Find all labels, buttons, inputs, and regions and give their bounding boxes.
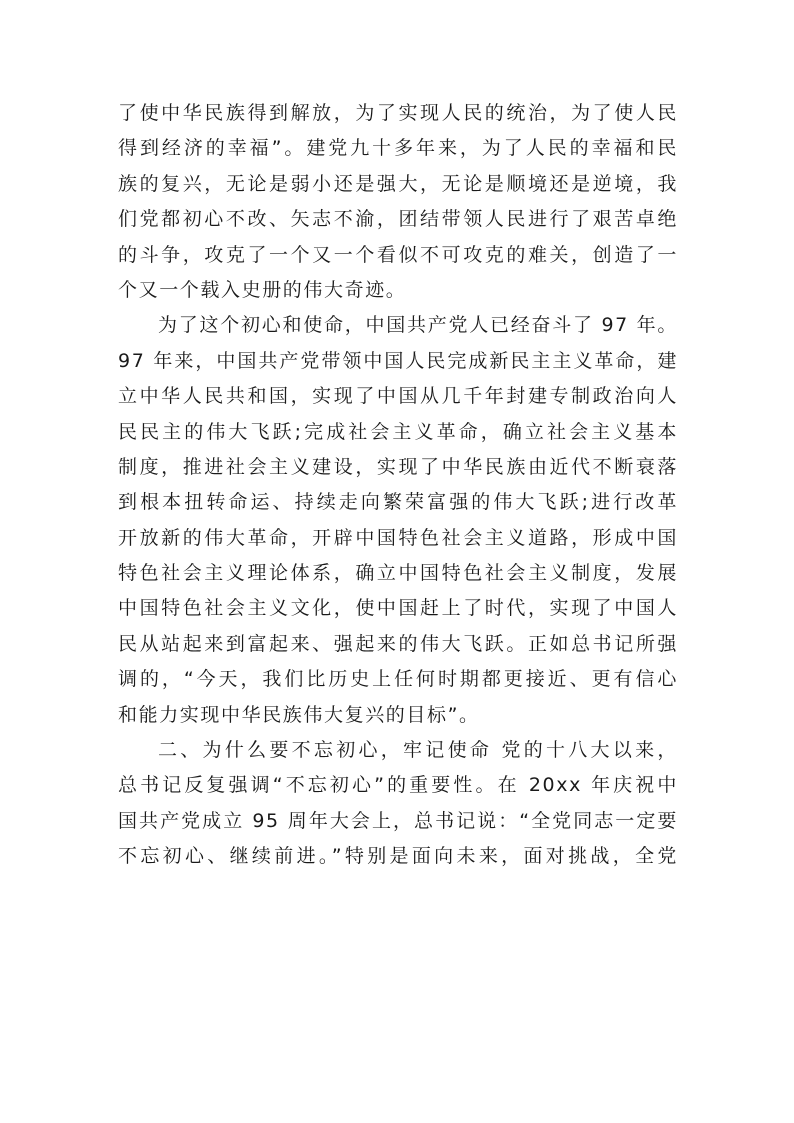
text-line: 得到经济的幸福”。建党九十多年来，为了人民的幸福和民	[118, 137, 678, 160]
text-line: 民从站起来到富起来、强起来的伟大飞跃。正如总书记所强	[118, 632, 678, 655]
text-line: 特色社会主义理论体系，确立中国特色社会主义制度，发展	[118, 562, 678, 585]
text-line: 民民主的伟大飞跃;完成社会主义革命，确立社会主义基本	[118, 420, 678, 443]
text-line: 了使中华民族得到解放，为了实现人民的统治，为了使人民	[118, 102, 678, 124]
text-line: 调的，“今天，我们比历史上任何时期都更接近、更有信心	[118, 668, 678, 691]
text-line: 的斗争，攻克了一个又一个看似不可攻克的难关，创造了一	[118, 243, 678, 266]
text-line: 国共产党成立 95 周年大会上，总书记说：“全党同志一定要	[118, 809, 678, 832]
text-line: 97 年来，中国共产党带领中国人民完成新民主主义革命，建	[118, 349, 678, 372]
text-line: 族的复兴，无论是弱小还是强大，无论是顺境还是逆境，我	[118, 172, 678, 195]
document-body	[118, 96, 678, 875]
text-line: 总书记反复强调“不忘初心”的重要性。在 20xx 年庆祝中	[118, 774, 678, 797]
text-line: 中国特色社会主义文化，使中国赶上了时代，实现了中国人	[118, 597, 678, 620]
text-line: 们党都初心不改、矢志不渝，团结带领人民进行了艰苦卓绝	[118, 208, 678, 231]
text-line: 到根本扭转命运、持续走向繁荣富强的伟大飞跃;进行改革	[118, 491, 678, 514]
text-line: 和能力实现中华民族伟大复兴的目标”。	[118, 703, 480, 726]
text-line: 不忘初心、继续前进。”特别是面向未来，面对挑战，全党	[118, 845, 678, 868]
text-line: 立中华人民共和国，实现了中国从几千年封建专制政治向人	[118, 385, 678, 408]
text-line: 个又一个载入史册的伟大奇迹。	[118, 278, 407, 301]
text-line: 制度，推进社会主义建设，实现了中华民族由近代不断衰落	[118, 455, 678, 478]
section-heading-line: 二、为什么要不忘初心，牢记使命 党的十八大以来，	[158, 739, 678, 762]
text-line: 开放新的伟大革命，开辟中国特色社会主义道路，形成中国	[118, 526, 678, 549]
paragraph-first-line: 为了这个初心和使命，中国共产党人已经奋斗了 97 年。	[158, 314, 678, 337]
